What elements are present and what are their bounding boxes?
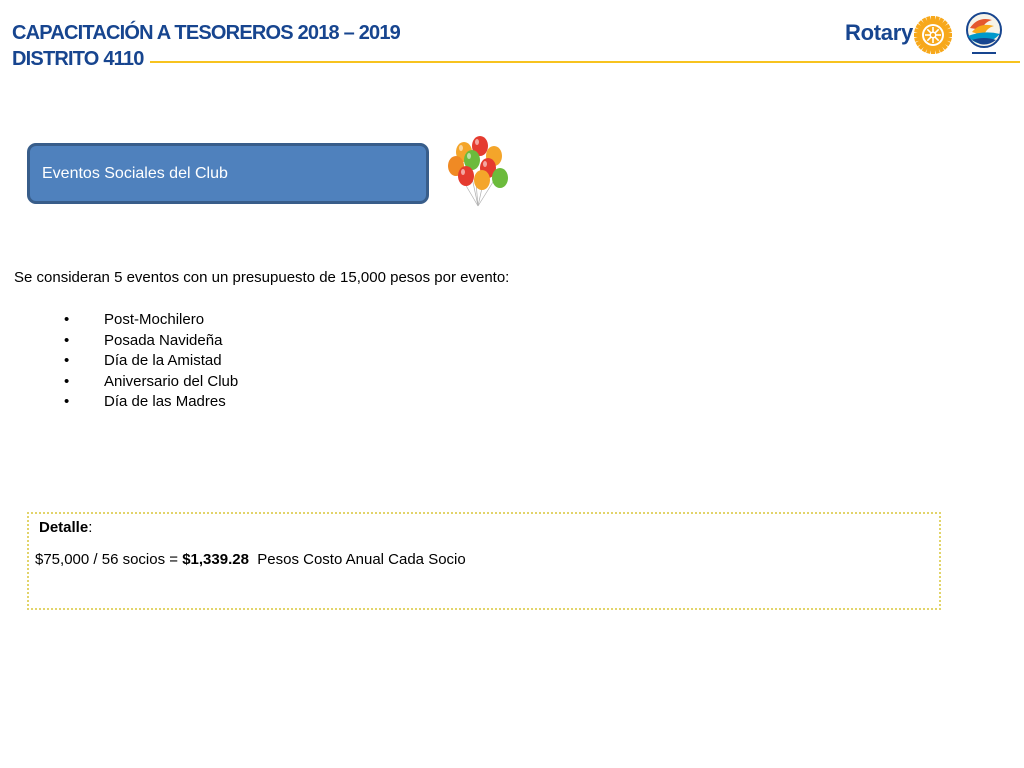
page-title: CAPACITACIÓN A TESOREROS 2018 – 2019 — [12, 22, 400, 44]
rotary-logo-text: Rotary — [845, 20, 913, 45]
calc-amount: $1,339.28 — [182, 551, 249, 568]
page-subtitle: DISTRITO 4110 — [12, 48, 144, 70]
bullet: • — [64, 311, 70, 328]
detail-label — [39, 519, 92, 536]
bullet: • — [64, 331, 70, 349]
detail-label-text: Detalle — [39, 519, 89, 536]
event-name: Aniversario del Club — [104, 372, 239, 390]
theme-logo-icon — [964, 12, 1004, 60]
event-name: Día de las Madres — [104, 393, 226, 410]
rotary-wheel-icon — [912, 14, 954, 56]
title-underline — [150, 61, 1020, 63]
calc-suffix: Pesos Costo Anual Cada Socio — [248, 551, 466, 568]
event-name: Día de la Amistad — [104, 352, 222, 369]
calc-prefix: $75,000 / 56 socios = — [35, 551, 183, 568]
event-name: Posada Navideña — [104, 331, 223, 349]
event-name: Post-Mochilero — [104, 311, 205, 328]
section-title: Eventos Sociales del Club — [42, 165, 228, 182]
bullet: • — [64, 393, 70, 410]
balloons-icon — [440, 132, 516, 210]
intro-text: Se consideran 5 eventos con un presupuesto de 15,000 pesos por evento: — [14, 269, 510, 286]
bullet: • — [64, 352, 70, 369]
detail-label-colon: : — [88, 519, 93, 536]
bullet: • — [64, 372, 70, 390]
detail-calculation — [35, 551, 466, 568]
